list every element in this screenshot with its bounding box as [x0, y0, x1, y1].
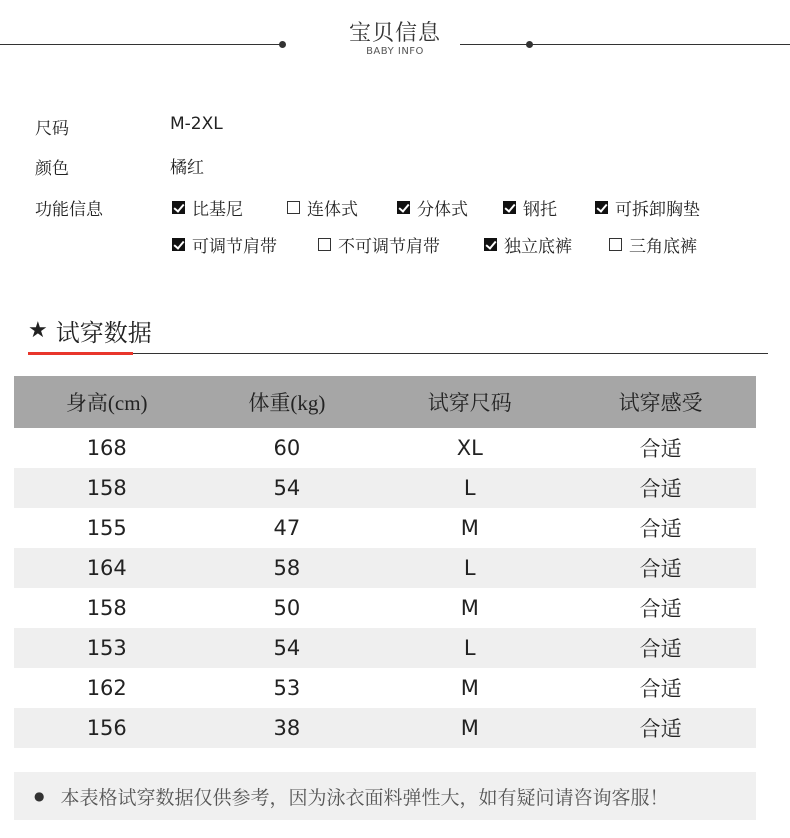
page-header: [0, 0, 790, 70]
disclaimer-note: [14, 772, 756, 820]
table-row: [14, 428, 756, 468]
height-cell: 156: [14, 708, 199, 748]
weight-cell: 60: [273, 436, 301, 460]
column-header: 身高(cm): [14, 376, 199, 428]
checkbox-icon: [609, 238, 622, 251]
weight-cell: 58: [199, 548, 374, 588]
disclaimer-text: 本表格试穿数据仅供参考，因为泳衣面料弹性大，如有疑问请咨询客服！: [60, 786, 669, 809]
weight-cell: 54: [199, 468, 374, 508]
weight-cell: 47: [273, 516, 301, 540]
bullet-icon: ●: [34, 789, 45, 803]
weight-cell: 38: [199, 708, 374, 748]
size-cell: M: [460, 596, 479, 620]
section-divider: [28, 353, 768, 354]
feature-label: 不可调节肩带: [338, 237, 440, 257]
fit-cell: 合适: [639, 517, 682, 541]
feature-label: 比基尼: [192, 200, 243, 220]
checkbox-icon: [397, 201, 410, 214]
checkbox-icon: [172, 238, 185, 251]
feature-label: 钢托: [523, 200, 557, 220]
height-cell: 164: [14, 548, 199, 588]
table-row: [14, 708, 756, 748]
size-cell: L: [374, 548, 565, 588]
features-label: 功能信息: [35, 200, 103, 220]
checkbox-icon: [484, 238, 497, 251]
feature-item: [503, 195, 557, 220]
column-header: 试穿感受: [565, 376, 756, 428]
table-row: [14, 588, 756, 628]
feature-label: 独立底裤: [504, 237, 572, 257]
size-cell: M: [374, 708, 565, 748]
size-cell: L: [374, 468, 565, 508]
size-cell: M: [460, 676, 479, 700]
height-cell: 158: [14, 468, 199, 508]
fit-cell: 合适: [639, 677, 682, 701]
table-row: [14, 508, 756, 548]
table-row: [14, 628, 756, 668]
height-cell: 153: [14, 628, 199, 668]
fit-cell: 合适: [565, 468, 756, 508]
table-header-row: [14, 376, 756, 428]
checkbox-icon: [287, 201, 300, 214]
column-header: 试穿尺码: [374, 376, 565, 428]
size-cell: M: [460, 516, 479, 540]
section-heading: [28, 313, 152, 348]
feature-label: 分体式: [417, 200, 468, 220]
checkbox-icon: [318, 238, 331, 251]
feature-item: [595, 195, 700, 220]
feature-item: [484, 232, 572, 257]
height-cell: 162: [86, 676, 127, 700]
size-value: M-2XL: [170, 114, 223, 134]
checkbox-icon: [503, 201, 516, 214]
feature-item: [397, 195, 468, 220]
feature-label: 三角底裤: [629, 237, 697, 257]
color-label: 颜色: [35, 159, 69, 179]
star-icon: ★: [28, 318, 48, 343]
feature-item: [609, 232, 697, 257]
weight-cell: 54: [199, 628, 374, 668]
fit-cell: 合适: [565, 708, 756, 748]
page-subtitle: BABY INFO: [366, 46, 424, 57]
height-cell: 158: [86, 596, 127, 620]
feature-item: [287, 195, 358, 220]
table-row: [14, 668, 756, 708]
fit-cell: 合适: [639, 597, 682, 621]
column-header: 体重(kg): [199, 376, 374, 428]
fit-cell: 合适: [565, 628, 756, 668]
feature-label: 可拆卸胸垫: [615, 200, 700, 220]
feature-item: [172, 232, 277, 257]
weight-cell: 53: [273, 676, 301, 700]
feature-item: [318, 232, 440, 257]
checkbox-icon: [172, 201, 185, 214]
checkbox-icon: [595, 201, 608, 214]
section-title: 试穿数据: [55, 319, 152, 347]
size-cell: XL: [456, 436, 483, 460]
table-row: [14, 548, 756, 588]
page-title: 宝贝信息: [348, 21, 441, 46]
weight-cell: 50: [273, 596, 301, 620]
height-cell: 168: [86, 436, 127, 460]
feature-item: [172, 195, 243, 220]
feature-label: 连体式: [307, 200, 358, 220]
section-accent-bar: [28, 352, 133, 355]
feature-label: 可调节肩带: [192, 237, 277, 257]
size-label: 尺码: [35, 119, 69, 139]
fit-data-table: [14, 376, 756, 748]
size-cell: L: [374, 628, 565, 668]
fit-cell: 合适: [639, 437, 682, 461]
fit-cell: 合适: [565, 548, 756, 588]
color-value: 橘红: [170, 158, 204, 178]
table-row: [14, 468, 756, 508]
height-cell: 155: [86, 516, 127, 540]
